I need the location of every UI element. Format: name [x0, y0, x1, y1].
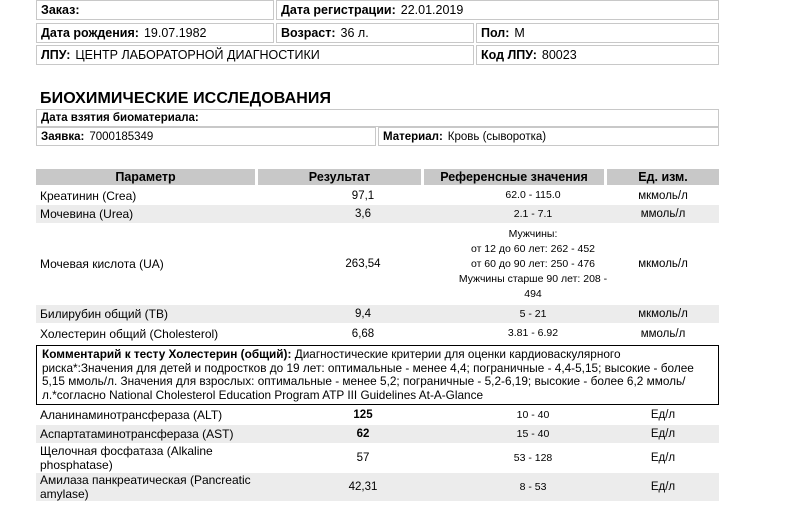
table-row [36, 205, 719, 223]
table-row [36, 305, 719, 323]
result-value: 42,31 [348, 481, 378, 493]
param-name: Аланинаминотрансфераза (ALT) [40, 408, 223, 422]
table-row [36, 224, 719, 304]
unit: Ед/л [650, 428, 676, 440]
lpu-code-label: Код ЛПУ: [481, 48, 537, 62]
reference-range: 62.0 - 115.0 [505, 189, 561, 201]
lpu-code-field [476, 45, 719, 65]
param-name: Билирубин общий (TB) [40, 307, 168, 321]
registration-date-label: Дата регистрации: [281, 3, 396, 17]
age-value: 36 л. [340, 26, 369, 40]
sex-value: М [514, 26, 525, 40]
sample-date-label: Дата взятия биоматериала: [41, 112, 199, 124]
sample-date-field [36, 109, 719, 127]
comment-title: Комментарий к тесту Холестерин (общий): [42, 347, 292, 361]
param-name: Аспартатаминотрансфераза (AST) [40, 427, 234, 441]
reference-range: 8 - 53 [519, 480, 547, 493]
reference-line: Мужчины: [508, 227, 558, 240]
result-value: 263,54 [345, 258, 381, 270]
unit: мкмоль/л [638, 308, 688, 320]
header-parameter: Параметр [36, 169, 255, 185]
table-row [36, 406, 719, 424]
lpu-value: ЦЕНТР ЛАБОРАТОРНОЙ ДИАГНОСТИКИ [75, 48, 320, 62]
reference-line: 494 [524, 287, 542, 300]
table-row [36, 473, 719, 501]
table-row [36, 187, 719, 204]
unit: Ед/л [650, 452, 676, 464]
request-label: Заявка: [41, 130, 85, 143]
request-field [36, 127, 376, 146]
sex-field [476, 23, 719, 43]
reference-line: от 60 до 90 лет: 250 - 476 [470, 257, 596, 270]
result-value: 125 [353, 409, 373, 421]
material-label: Материал: [383, 130, 443, 143]
table-row [36, 425, 719, 443]
unit: Ед/л [650, 481, 676, 493]
result-value: 62 [356, 428, 370, 440]
order-label: Заказ: [41, 3, 80, 17]
header-unit: Ед. изм. [607, 169, 719, 185]
lpu-label: ЛПУ: [41, 48, 71, 62]
unit: мкмоль/л [638, 189, 688, 202]
registration-date-value: 22.01.2019 [400, 3, 464, 17]
birth-date-value: 19.07.1982 [143, 26, 207, 40]
result-value: 57 [356, 452, 370, 464]
param-name: Мочевая кислота (UA) [40, 257, 164, 271]
registration-date-field [276, 0, 719, 20]
section-title: БИОХИМИЧЕСКИЕ ИССЛЕДОВАНИЯ [40, 90, 332, 107]
reference-range: 2.1 - 7.1 [513, 207, 553, 220]
param-name: Амилаза панкреатическая (Pancreatic amylase) [40, 473, 251, 501]
param-name: Креатинин (Crea) [40, 188, 137, 203]
reference-range: 53 - 128 [513, 451, 553, 464]
sex-label: Пол: [481, 26, 510, 40]
reference-range: 3.81 - 6.92 [507, 327, 559, 339]
reference-range: 15 - 40 [516, 427, 550, 440]
cholesterol-comment [36, 345, 719, 405]
request-value: 7000185349 [89, 130, 154, 143]
result-value: 9,4 [355, 308, 371, 320]
unit: мкмоль/л [638, 258, 688, 270]
birth-date-label: Дата рождения: [41, 26, 139, 40]
result-value: 97,1 [351, 189, 375, 202]
lpu-field [36, 45, 474, 65]
header-reference: Референсные значения [424, 169, 604, 185]
table-row [36, 444, 719, 472]
birth-date-field [36, 23, 274, 43]
param-name: Щелочная фосфатаза (Alkaline phosphatase) [40, 444, 213, 472]
reference-range: 5 - 21 [519, 307, 547, 320]
unit: Ед/л [650, 409, 676, 421]
param-name: Мочевина (Urea) [40, 207, 134, 221]
unit: ммоль/л [640, 208, 686, 220]
material-field [378, 127, 719, 146]
reference-line: от 12 до 60 лет: 262 - 452 [470, 242, 596, 255]
unit: ммоль/л [640, 327, 686, 340]
reference-line: Мужчины старше 90 лет: 208 - [458, 272, 608, 285]
param-name: Холестерин общий (Cholesterol) [40, 326, 219, 341]
result-value: 3,6 [355, 208, 371, 220]
age-label: Возраст: [281, 26, 336, 40]
reference-range: 10 - 40 [516, 408, 550, 421]
lpu-code-value: 80023 [541, 48, 577, 62]
table-row [36, 324, 719, 343]
header-result: Результат [258, 169, 421, 185]
age-field [276, 23, 474, 43]
material-value: Кровь (сыворотка) [447, 130, 547, 143]
order-field [36, 0, 274, 20]
result-value: 6,68 [351, 327, 375, 340]
comment-text: Диагностические критерии для оценки кардиоваскулярного риска*:Значения для детей и подростков до 19 лет: оптимальные - менее 4,4; пограничные - 4,4-5,15; высокие - более 5,15 ммоль/л. Значения для взрослых: оптимальные - менее 5,2; пограничные - 5,2-6,19; высокие - более 6,2 ммоль/л.*согласно National Cholesterol Education Program ATP III Guidelines At-A-Glance [42, 347, 694, 402]
